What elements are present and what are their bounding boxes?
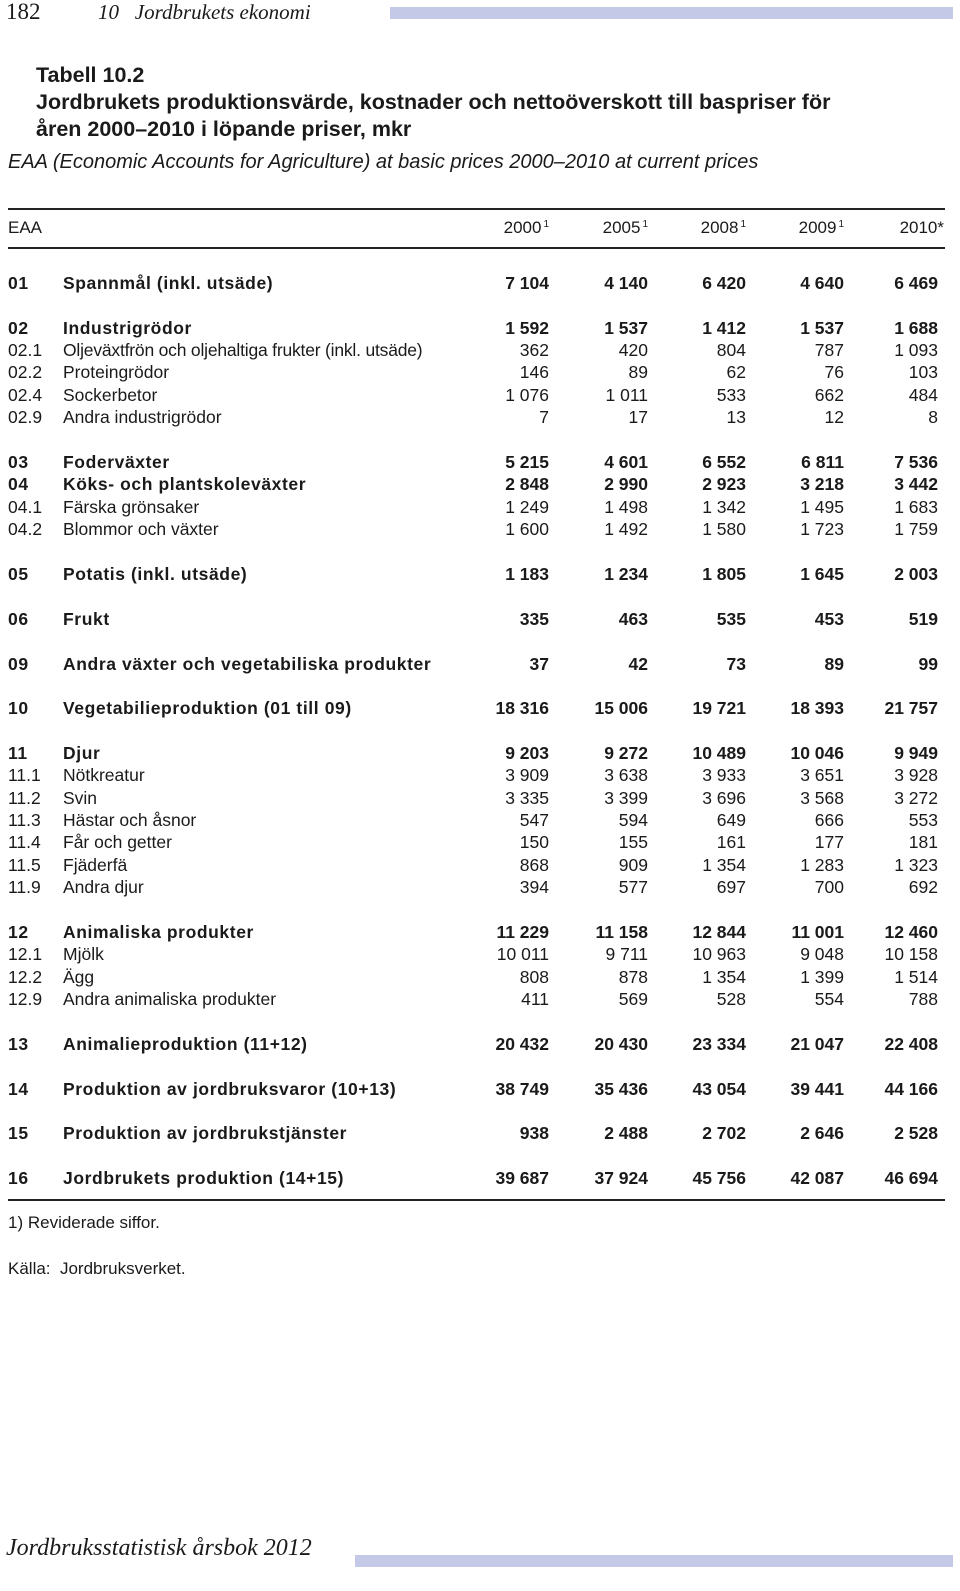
table-row xyxy=(8,609,945,631)
row-value: 1 249 xyxy=(505,497,549,517)
row-value: 5 215 xyxy=(505,452,549,472)
row-value: 1 537 xyxy=(604,318,648,338)
row-value: 99 xyxy=(918,654,938,674)
row-label: Animalieproduktion (11+12) xyxy=(63,1034,308,1054)
row-value: 18 393 xyxy=(790,698,844,718)
row-value: 3 399 xyxy=(604,788,648,808)
row-value: 1 342 xyxy=(702,497,746,517)
row-value: 38 749 xyxy=(495,1079,549,1099)
row-value: 868 xyxy=(519,855,549,875)
page-header xyxy=(0,0,960,28)
row-value: 1 514 xyxy=(894,967,938,987)
row-value: 62 xyxy=(726,362,746,382)
row-value: 577 xyxy=(618,877,648,897)
row-value: 9 203 xyxy=(505,743,549,763)
row-value: 1 093 xyxy=(894,340,938,360)
row-value: 103 xyxy=(908,362,938,382)
row-value: 76 xyxy=(824,362,844,382)
table-row xyxy=(8,698,945,720)
row-value: 43 054 xyxy=(692,1079,746,1099)
row-label: Potatis (inkl. utsäde) xyxy=(63,564,248,584)
row-value: 9 711 xyxy=(605,944,648,964)
table-row xyxy=(8,564,945,586)
row-code: 11.9 xyxy=(8,877,41,897)
header-bar xyxy=(390,7,953,19)
row-value: 1 592 xyxy=(505,318,549,338)
row-value: 692 xyxy=(908,877,938,897)
row-value: 4 140 xyxy=(604,273,648,293)
table-row xyxy=(8,765,945,787)
row-code: 02.4 xyxy=(8,385,43,405)
row-value: 11 001 xyxy=(791,922,844,942)
row-code: 11.2 xyxy=(8,788,41,808)
row-value: 362 xyxy=(519,340,549,360)
table-row xyxy=(8,832,945,854)
row-value: 19 721 xyxy=(692,698,746,718)
row-value: 2 528 xyxy=(894,1123,938,1143)
row-label: Jordbrukets produktion (14+15) xyxy=(63,1168,345,1188)
row-code: 02.2 xyxy=(8,362,43,382)
row-code: 01 xyxy=(8,273,29,293)
row-value: 10 011 xyxy=(496,944,549,964)
row-code: 14 xyxy=(8,1079,29,1099)
row-value: 155 xyxy=(618,832,648,852)
table-row xyxy=(8,318,945,340)
row-code: 11.5 xyxy=(8,855,41,875)
row-value: 2 990 xyxy=(604,474,648,494)
row-code: 10 xyxy=(8,698,29,718)
row-value: 411 xyxy=(521,989,549,1009)
row-value: 519 xyxy=(908,609,938,629)
row-value: 15 006 xyxy=(594,698,648,718)
row-code: 05 xyxy=(8,564,29,584)
row-value: 463 xyxy=(618,609,648,629)
row-value: 547 xyxy=(519,810,549,830)
column-header-label: EAA xyxy=(8,218,43,237)
chapter-title: 10 Jordbrukets ekonomi xyxy=(98,0,311,24)
column-header xyxy=(8,218,945,242)
row-value: 808 xyxy=(519,967,549,987)
table-row xyxy=(8,497,945,519)
row-code: 15 xyxy=(8,1123,29,1143)
row-value: 44 166 xyxy=(884,1079,938,1099)
table-row xyxy=(8,407,945,429)
row-value: 3 568 xyxy=(800,788,844,808)
footnote: 1) Reviderade siffor. xyxy=(8,1213,160,1232)
source-note: Källa: Jordbruksverket. xyxy=(8,1259,186,1278)
row-label: Får och getter xyxy=(63,832,172,852)
row-value: 938 xyxy=(519,1123,549,1143)
row-value: 46 694 xyxy=(884,1168,938,1188)
row-code: 16 xyxy=(8,1168,29,1188)
row-value: 1 183 xyxy=(505,564,549,584)
row-value: 787 xyxy=(814,340,844,360)
row-label: Andra växter och vegetabiliska produkter xyxy=(63,654,432,674)
row-value: 3 696 xyxy=(702,788,746,808)
row-value: 9 272 xyxy=(604,743,648,763)
row-value: 20 432 xyxy=(495,1034,549,1054)
row-code: 11.3 xyxy=(8,810,41,830)
table-row xyxy=(8,1168,945,1190)
row-code: 12.2 xyxy=(8,967,43,987)
page-number: 182 xyxy=(6,0,41,24)
row-value: 35 436 xyxy=(594,1079,648,1099)
row-value: 1 234 xyxy=(604,564,648,584)
table-row xyxy=(8,452,945,474)
row-value: 1 412 xyxy=(702,318,746,338)
row-value: 10 158 xyxy=(884,944,938,964)
row-label: Frukt xyxy=(63,609,110,629)
row-value: 1 600 xyxy=(505,519,549,539)
row-value: 1 580 xyxy=(702,519,746,539)
row-label: Vegetabilieproduktion (01 till 09) xyxy=(63,698,352,718)
row-code: 04 xyxy=(8,474,29,494)
row-value: 3 442 xyxy=(894,474,938,494)
table-title xyxy=(36,62,946,143)
row-value: 788 xyxy=(908,989,938,1009)
row-code: 02.9 xyxy=(8,407,43,427)
table-number: Tabell 10.2 xyxy=(36,63,145,87)
row-label: Andra animaliska produkter xyxy=(63,989,277,1009)
row-value: 697 xyxy=(716,877,746,897)
row-value: 594 xyxy=(618,810,648,830)
table-row xyxy=(8,967,945,989)
row-value: 13 xyxy=(726,407,746,427)
table-subtitle: EAA (Economic Accounts for Agriculture) at basic prices 2000–2010 at current prices xyxy=(8,151,759,173)
row-value: 1 498 xyxy=(604,497,648,517)
row-code: 12.9 xyxy=(8,989,43,1009)
row-value: 3 933 xyxy=(702,765,746,785)
table-row xyxy=(8,922,945,944)
row-value: 1 399 xyxy=(800,967,844,987)
row-value: 453 xyxy=(814,609,844,629)
table-row xyxy=(8,474,945,496)
row-value: 20 430 xyxy=(594,1034,648,1054)
row-value: 1 688 xyxy=(894,318,938,338)
row-value: 39 441 xyxy=(790,1079,844,1099)
row-value: 37 924 xyxy=(594,1168,648,1188)
row-code: 06 xyxy=(8,609,29,629)
row-value: 7 104 xyxy=(505,273,549,293)
row-value: 21 757 xyxy=(884,698,938,718)
row-value: 39 687 xyxy=(495,1168,549,1188)
row-value: 89 xyxy=(824,654,844,674)
row-label: Produktion av jordbrukstjänster xyxy=(63,1123,348,1143)
row-code: 11.4 xyxy=(8,832,41,852)
row-value: 2 848 xyxy=(505,474,549,494)
row-value: 3 928 xyxy=(894,765,938,785)
column-header-year: 2000 $^1$ xyxy=(503,218,549,237)
row-value: 1 723 xyxy=(800,519,844,539)
row-value: 146 xyxy=(519,362,549,382)
row-value: 17 xyxy=(628,407,648,427)
row-value: 23 334 xyxy=(692,1034,746,1054)
row-value: 1 354 xyxy=(702,855,746,875)
row-label: Nötkreatur xyxy=(63,765,145,785)
table-row xyxy=(8,385,945,407)
row-code: 11.1 xyxy=(8,765,41,785)
row-value: 89 xyxy=(628,362,648,382)
row-code: 09 xyxy=(8,654,29,674)
row-value: 45 756 xyxy=(692,1168,746,1188)
row-code: 12.1 xyxy=(8,944,43,964)
row-value: 12 xyxy=(824,407,844,427)
row-value: 42 xyxy=(628,654,648,674)
row-value: 2 646 xyxy=(800,1123,844,1143)
table-row xyxy=(8,273,945,295)
row-label: Andra industrigrödor xyxy=(63,407,222,427)
row-label: Oljeväxtfrön och oljehaltiga frukter (inkl. utsäde) xyxy=(63,340,423,360)
row-value: 7 536 xyxy=(894,452,938,472)
row-value: 37 xyxy=(529,654,549,674)
row-value: 804 xyxy=(716,340,746,360)
row-label: Animaliska produkter xyxy=(63,922,254,942)
row-value: 3 272 xyxy=(894,788,938,808)
column-header-year: 2009 $^1$ xyxy=(798,218,844,237)
row-value: 569 xyxy=(618,989,648,1009)
row-label: Mjölk xyxy=(63,944,104,964)
row-value: 6 552 xyxy=(702,452,746,472)
row-value: 1 011 xyxy=(605,385,648,405)
row-value: 22 408 xyxy=(884,1034,938,1054)
row-value: 1 805 xyxy=(702,564,746,584)
page-footer xyxy=(0,1535,960,1575)
row-value: 1 492 xyxy=(604,519,648,539)
table-row xyxy=(8,340,945,362)
row-value: 700 xyxy=(814,877,844,897)
row-value: 177 xyxy=(814,832,844,852)
row-value: 42 087 xyxy=(790,1168,844,1188)
row-value: 1 354 xyxy=(702,967,746,987)
row-value: 649 xyxy=(716,810,746,830)
row-value: 2 488 xyxy=(604,1123,648,1143)
table-row xyxy=(8,877,945,899)
column-header-year: 2005 $^1$ xyxy=(602,218,648,237)
row-code: 13 xyxy=(8,1034,29,1054)
row-value: 9 048 xyxy=(800,944,844,964)
table-row xyxy=(8,1079,945,1101)
row-label: Färska grönsaker xyxy=(63,497,200,517)
row-label: Spannmål (inkl. utsäde) xyxy=(63,273,274,293)
row-label: Ägg xyxy=(63,967,95,987)
row-code: 11 xyxy=(8,743,28,763)
row-value: 12 460 xyxy=(884,922,938,942)
table-row xyxy=(8,855,945,877)
row-value: 1 283 xyxy=(800,855,844,875)
column-header-year: 2008 $^1$ xyxy=(700,218,746,237)
row-value: 73 xyxy=(726,654,746,674)
bottom-rule xyxy=(8,1199,945,1201)
row-label: Djur xyxy=(63,743,101,763)
row-value: 3 651 xyxy=(800,765,844,785)
row-label: Industrigrödor xyxy=(63,318,192,338)
row-code: 02 xyxy=(8,318,29,338)
row-label: Fjäderfä xyxy=(63,855,128,875)
table-row xyxy=(8,654,945,676)
top-rule xyxy=(8,208,945,210)
row-value: 1 323 xyxy=(894,855,938,875)
row-value: 533 xyxy=(716,385,746,405)
row-value: 8 xyxy=(928,407,938,427)
row-value: 2 003 xyxy=(894,564,938,584)
footer-bar xyxy=(355,1555,953,1567)
book-title: Jordbruksstatistisk årsbok 2012 xyxy=(6,1535,312,1561)
row-value: 535 xyxy=(716,609,746,629)
row-label: Proteingrödor xyxy=(63,362,170,382)
row-value: 3 218 xyxy=(800,474,844,494)
row-code: 04.2 xyxy=(8,519,43,539)
table-row xyxy=(8,362,945,384)
row-value: 6 811 xyxy=(801,452,844,472)
row-value: 3 335 xyxy=(505,788,549,808)
row-value: 2 923 xyxy=(702,474,746,494)
table-row xyxy=(8,989,945,1011)
row-value: 4 640 xyxy=(800,273,844,293)
table-title-line-2: åren 2000–2010 i löpande priser, mkr xyxy=(36,117,412,141)
row-value: 394 xyxy=(519,877,549,897)
row-value: 11 229 xyxy=(496,922,549,942)
row-value: 553 xyxy=(908,810,938,830)
row-label: Hästar och åsnor xyxy=(63,810,197,830)
row-label: Foderväxter xyxy=(63,452,170,472)
table-row xyxy=(8,743,945,765)
row-value: 18 316 xyxy=(495,698,549,718)
table-title-line-1: Jordbrukets produktionsvärde, kostnader och nettoöverskott till baspriser för xyxy=(36,90,831,114)
row-value: 150 xyxy=(519,832,549,852)
row-value: 1 759 xyxy=(894,519,938,539)
row-value: 21 047 xyxy=(790,1034,844,1054)
row-value: 1 076 xyxy=(505,385,549,405)
row-value: 666 xyxy=(814,810,844,830)
row-value: 10 046 xyxy=(790,743,844,763)
row-code: 02.1 xyxy=(8,340,43,360)
row-value: 909 xyxy=(618,855,648,875)
row-code: 03 xyxy=(8,452,29,472)
row-value: 878 xyxy=(618,967,648,987)
row-value: 3 909 xyxy=(505,765,549,785)
row-code: 12 xyxy=(8,922,29,942)
row-value: 6 469 xyxy=(894,273,938,293)
table-row xyxy=(8,519,945,541)
row-value: 420 xyxy=(618,340,648,360)
row-value: 554 xyxy=(814,989,844,1009)
header-rule xyxy=(8,247,945,249)
row-value: 1 645 xyxy=(800,564,844,584)
row-label: Produktion av jordbruksvaror (10+13) xyxy=(63,1079,397,1099)
row-value: 10 489 xyxy=(692,743,746,763)
row-value: 7 xyxy=(539,407,549,427)
table-row xyxy=(8,944,945,966)
row-label: Köks- och plantskoleväxter xyxy=(63,474,307,494)
column-header-year: 2010* xyxy=(899,218,944,237)
table-row xyxy=(8,788,945,810)
row-value: 484 xyxy=(908,385,938,405)
row-value: 662 xyxy=(814,385,844,405)
row-label: Sockerbetor xyxy=(63,385,158,405)
row-value: 1 537 xyxy=(800,318,844,338)
row-value: 12 844 xyxy=(692,922,746,942)
row-value: 2 702 xyxy=(702,1123,746,1143)
row-value: 1 495 xyxy=(800,497,844,517)
row-code: 04.1 xyxy=(8,497,43,517)
table-row xyxy=(8,1123,945,1145)
row-value: 335 xyxy=(519,609,549,629)
row-label: Andra djur xyxy=(63,877,144,897)
row-label: Svin xyxy=(63,788,98,808)
row-value: 161 xyxy=(716,832,746,852)
row-value: 10 963 xyxy=(692,944,746,964)
row-value: 1 683 xyxy=(894,497,938,517)
row-value: 3 638 xyxy=(604,765,648,785)
table-row xyxy=(8,810,945,832)
row-value: 528 xyxy=(716,989,746,1009)
row-value: 181 xyxy=(908,832,938,852)
row-label: Blommor och växter xyxy=(63,519,219,539)
table-row xyxy=(8,1034,945,1056)
row-value: 4 601 xyxy=(604,452,648,472)
row-value: 11 158 xyxy=(595,922,648,942)
row-value: 6 420 xyxy=(702,273,746,293)
row-value: 9 949 xyxy=(894,743,938,763)
